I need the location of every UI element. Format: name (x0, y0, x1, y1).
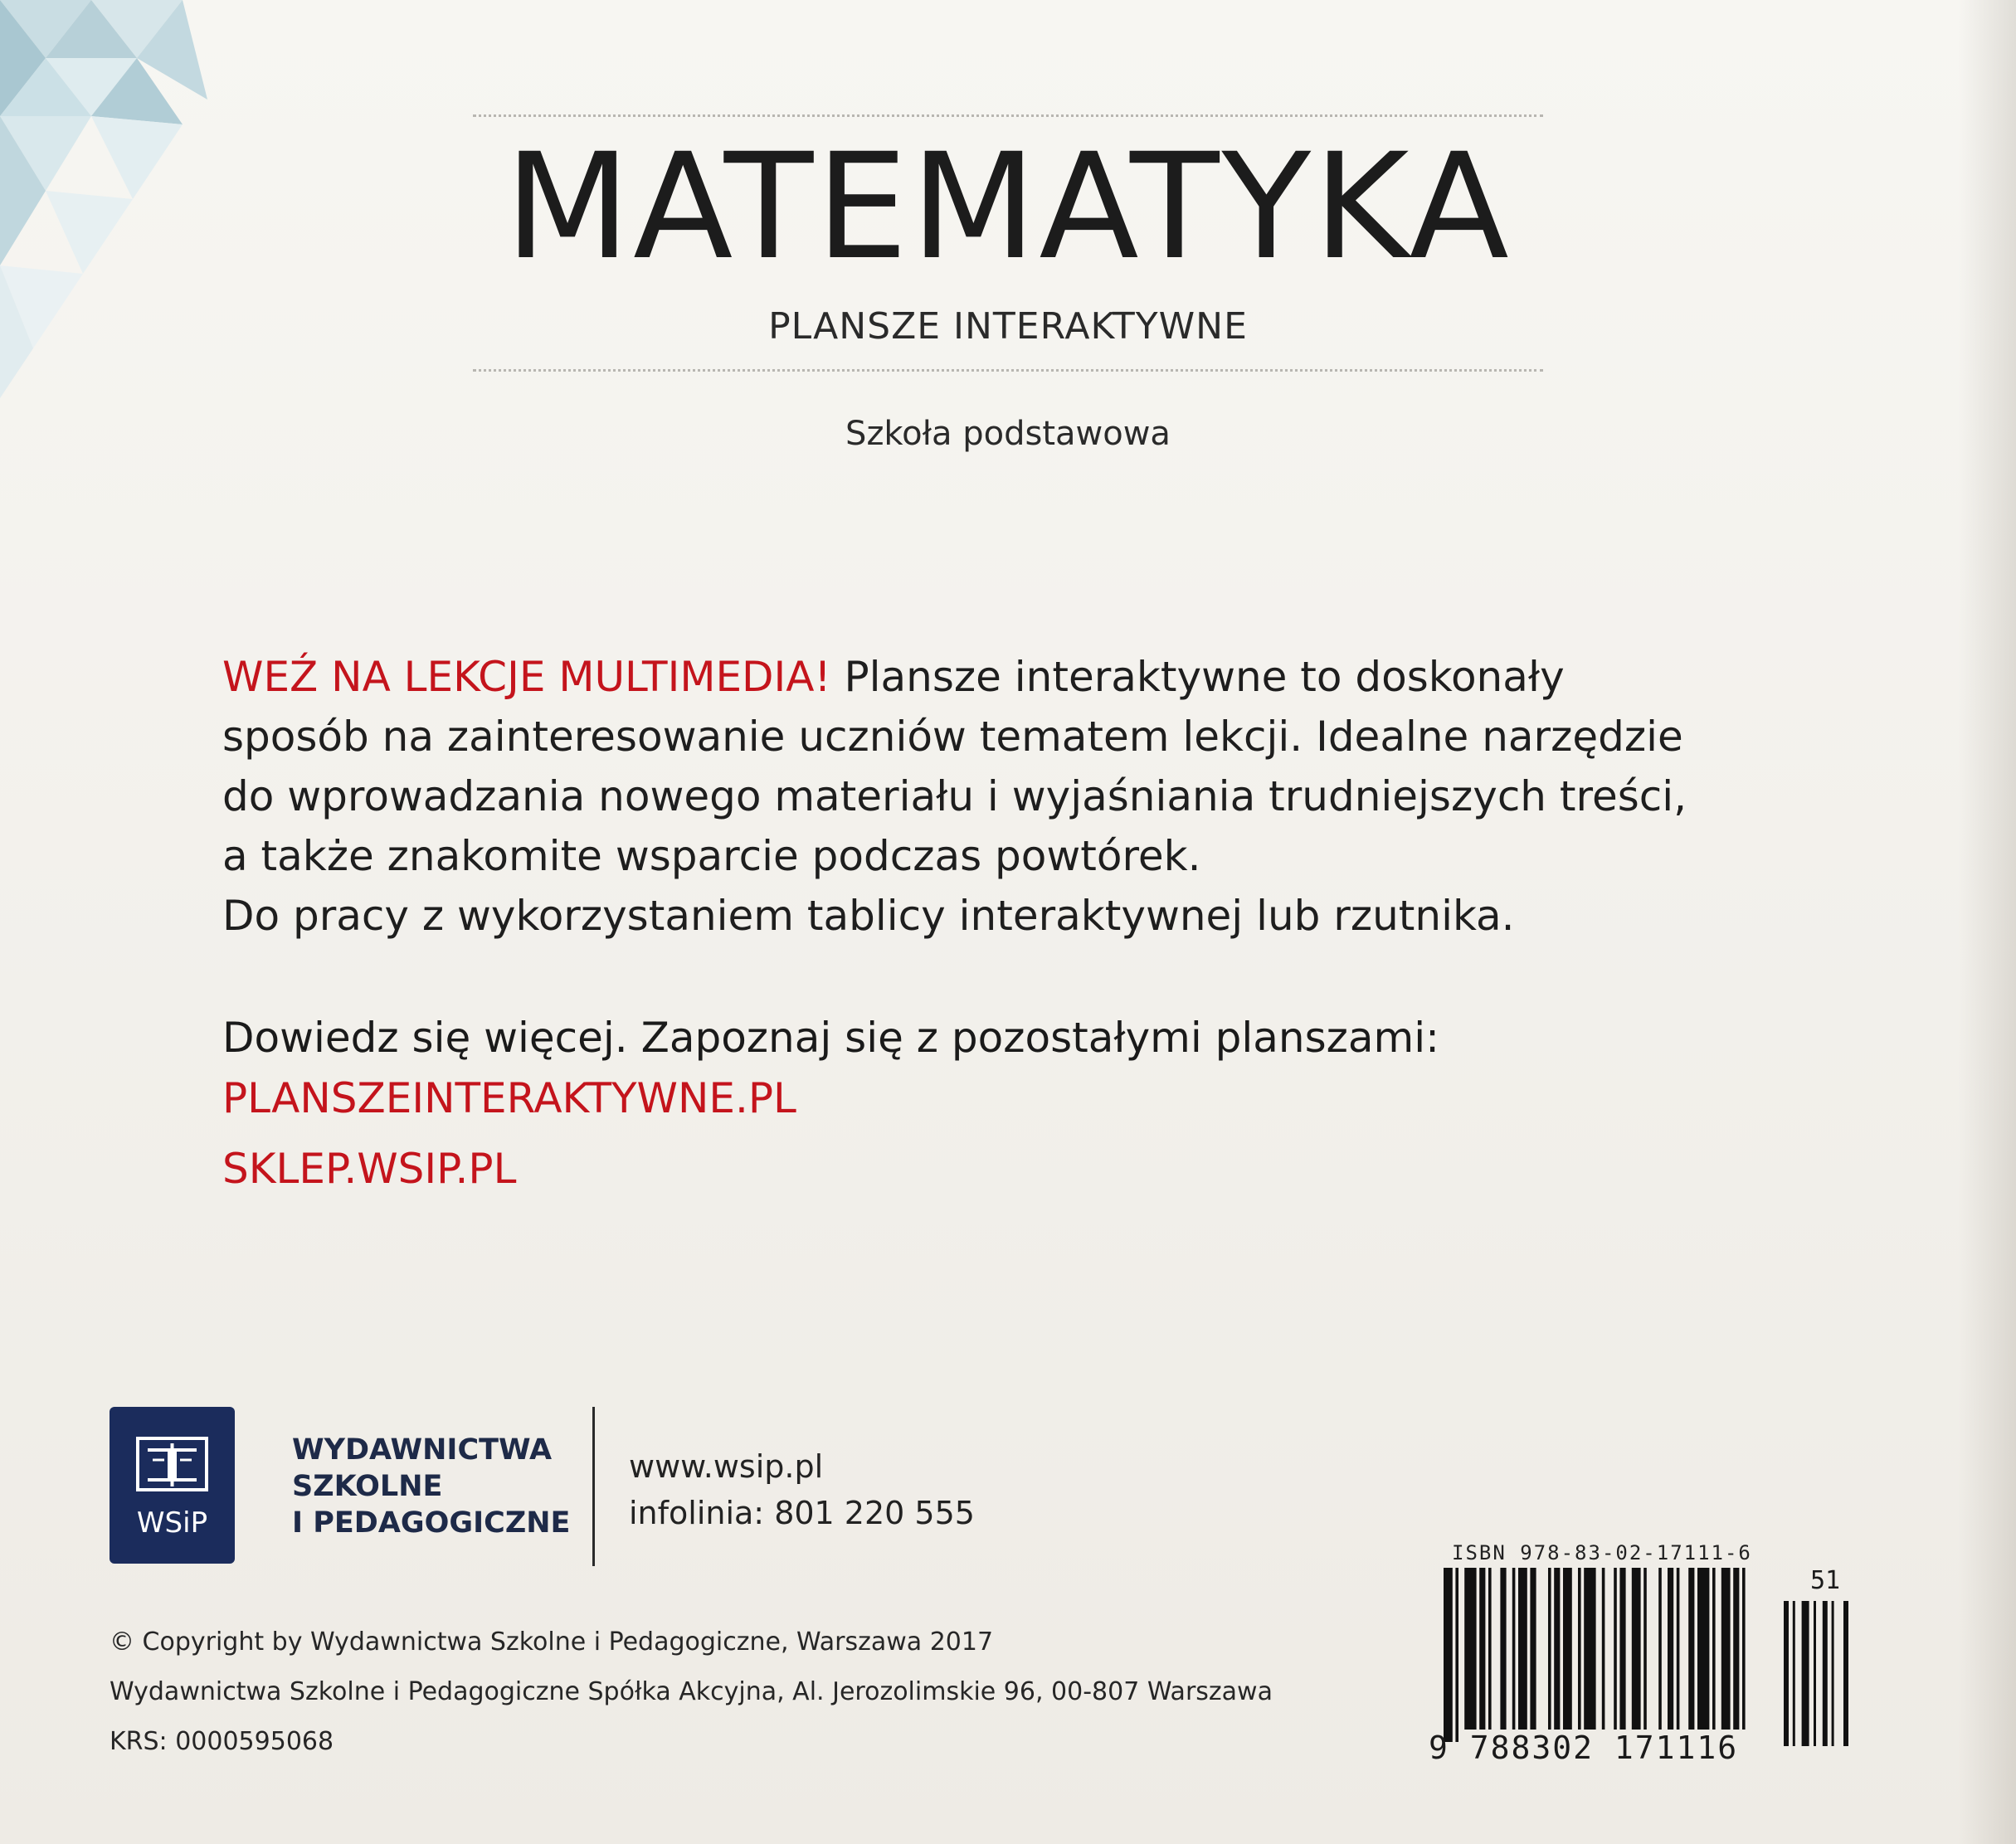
barcode-bar (1742, 1568, 1746, 1730)
barcode-bar (1643, 1568, 1647, 1730)
cover-title: MATEMATYKA (504, 122, 1512, 292)
barcode-bar (1479, 1568, 1485, 1730)
barcode-bar (1464, 1568, 1476, 1730)
copyright-line: © Copyright by Wydawnictwa Szkolne i Pedagogiczne, Warszawa 2017 (110, 1627, 994, 1657)
open-book-icon (133, 1432, 212, 1498)
barcode-bar (1721, 1568, 1731, 1730)
barcode-bar (1712, 1568, 1716, 1730)
publisher-name: WYDAWNICTWA SZKOLNE I PEDAGOGICZNE (292, 1433, 571, 1540)
barcode-bar (1548, 1568, 1551, 1730)
barcode-bar (1602, 1568, 1605, 1730)
barcode-bar (1554, 1568, 1560, 1730)
link-sklep-wsip[interactable]: SKLEP.WSIP.PL (222, 1145, 517, 1193)
barcode-bar (1619, 1568, 1625, 1730)
bottom-dotted-rule (473, 369, 1543, 372)
barcode-graphic (1444, 1564, 1858, 1750)
barcode-bar (1530, 1568, 1536, 1730)
barcode-bar (1518, 1568, 1527, 1730)
barcode-addon-bar (1793, 1601, 1795, 1746)
barcode-bar (1578, 1568, 1581, 1730)
barcode-bar (1658, 1568, 1662, 1730)
barcode-bar (1488, 1568, 1492, 1730)
description-line: a także znakomite wsparcie podczas powtórek. (222, 832, 1201, 880)
infoline: infolinia: 801 220 555 (629, 1495, 975, 1531)
barcode-bar (1733, 1568, 1739, 1730)
barcode-addon-bar (1814, 1601, 1816, 1746)
cover-subtitle: PLANSZE INTERAKTYWNE (768, 305, 1248, 348)
krs-line: KRS: 0000595068 (110, 1727, 334, 1756)
address-line: Wydawnictwa Szkolne i Pedagogiczne Spółka Akcyjna, Al. Jerozolimskie 96, 00-807 Warszawa (110, 1677, 1273, 1706)
barcode-addon-bar (1843, 1601, 1848, 1746)
case-edge-shadow (1958, 0, 2016, 1844)
barcode-bar (1614, 1568, 1617, 1730)
barcode-bar (1444, 1568, 1453, 1742)
barcode-bar (1697, 1568, 1709, 1730)
ean-digits: 9 788302 171116 (1429, 1730, 1739, 1766)
barcode-bar (1584, 1568, 1595, 1730)
headline: WEŹ NA LEKCJE MULTIMEDIA! (222, 653, 831, 701)
barcode-addon-bar (1784, 1601, 1789, 1746)
divider (592, 1407, 595, 1566)
link-planszeinteraktywne[interactable]: PLANSZEINTERAKTYWNE.PL (222, 1074, 796, 1122)
website-link[interactable]: www.wsip.pl (629, 1448, 824, 1485)
more-info-prompt: Dowiedz się więcej. Zapoznaj się z pozostałymi planszami: (222, 1014, 1439, 1062)
publisher-contact (629, 1443, 975, 1536)
barcode-addon-bar (1832, 1601, 1834, 1746)
barcode-bar (1512, 1568, 1516, 1730)
school-level: Szkoła podstawowa (845, 415, 1171, 453)
barcode-bar (1688, 1568, 1694, 1730)
wsip-logo (110, 1407, 235, 1564)
description-line: Do pracy z wykorzystaniem tablicy interaktywnej lub rzutnika. (222, 892, 1515, 940)
logo-wordmark: WSiP (136, 1506, 208, 1540)
description-line: sposób na zainteresowanie uczniów tematem lekcji. Idealne narzędzie (222, 713, 1683, 761)
addon-number: 51 (1810, 1566, 1841, 1595)
barcode-bar (1668, 1568, 1673, 1730)
barcode-bar (1563, 1568, 1572, 1730)
barcode-bar (1500, 1568, 1506, 1730)
top-dotted-rule (473, 114, 1543, 117)
description-paragraph (222, 647, 1799, 946)
barcode-bar (1632, 1568, 1641, 1730)
barcode-bar (1677, 1568, 1680, 1730)
legal-footer (110, 1618, 1273, 1767)
barcode-bar (1455, 1568, 1458, 1742)
description-line: WEŹ NA LEKCJE MULTIMEDIA! Plansze interaktywne to doskonały (222, 653, 1565, 701)
barcode-addon-bar (1802, 1601, 1809, 1746)
barcode-addon-bar (1823, 1601, 1828, 1746)
isbn-label: ISBN 978-83-02-17111-6 (1452, 1541, 1752, 1564)
description-line: do wprowadzania nowego materiału i wyjaśniania trudniejszych treści, (222, 772, 1687, 820)
